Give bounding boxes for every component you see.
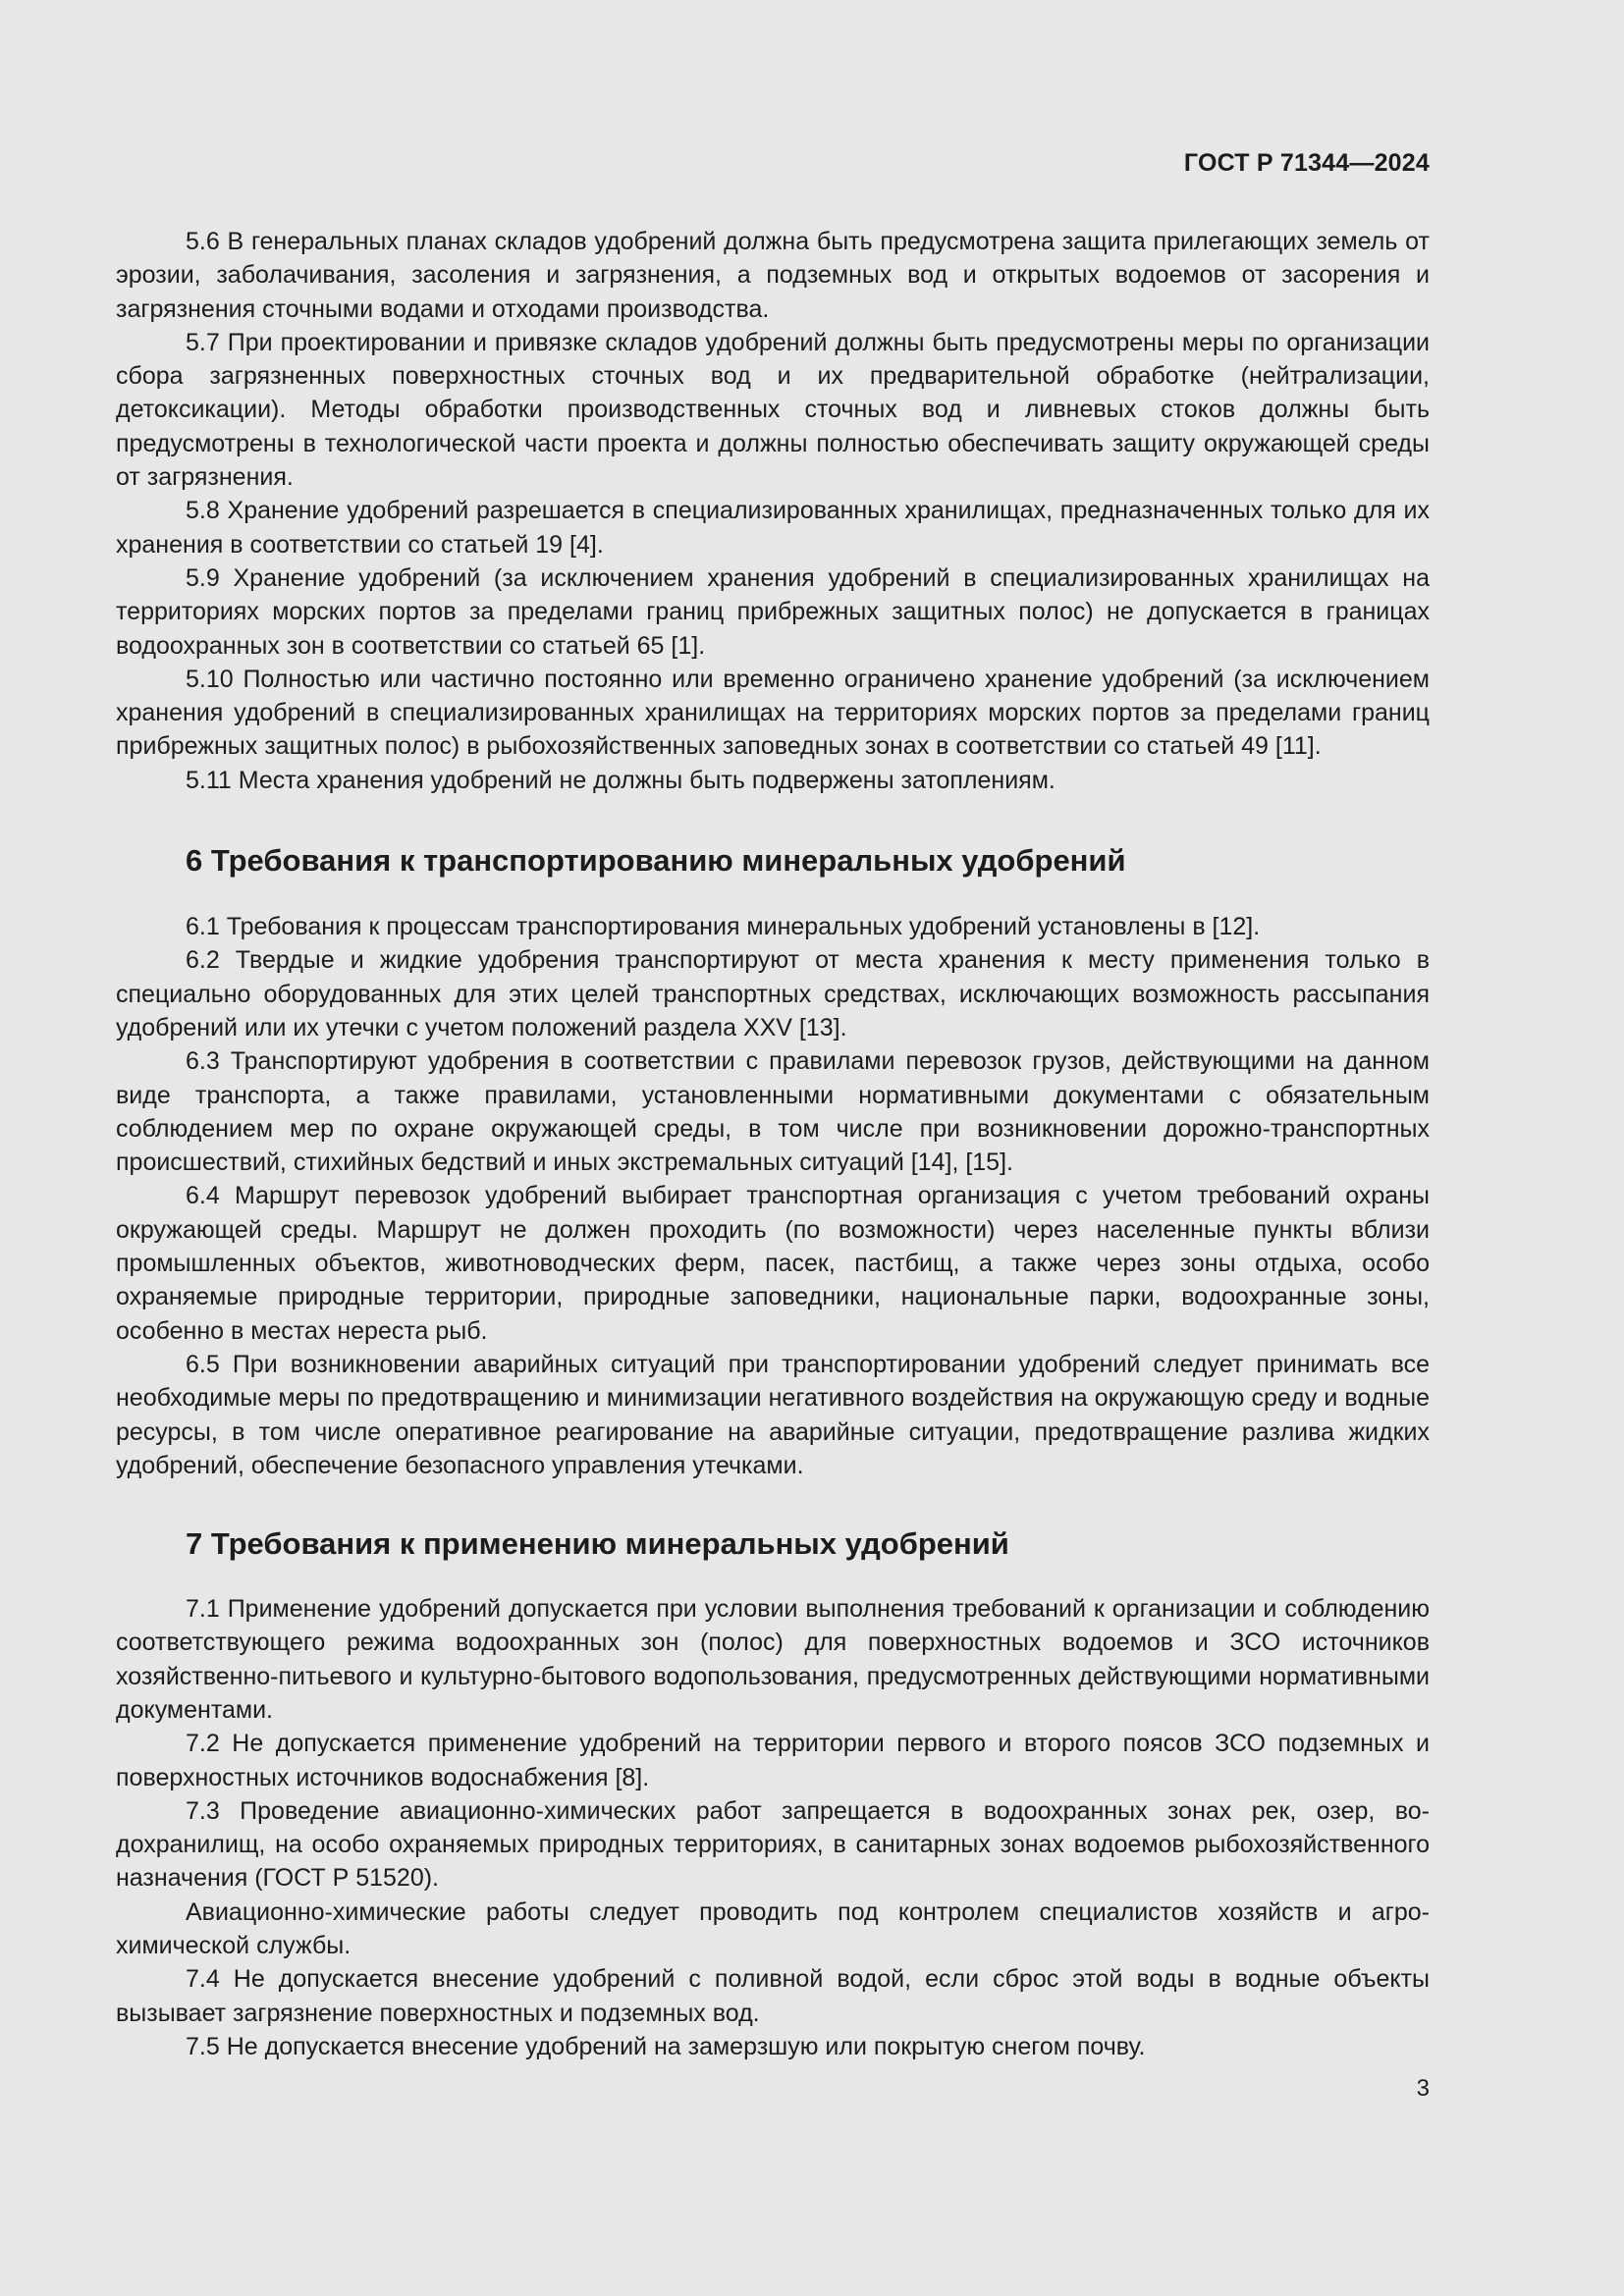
clause-7-3-continuation: Авиационно-химические работы следует проводить под контролем специалистов хозяйств и агрохимической службы. (116, 1897, 1430, 1960)
clause-7-1: 7.1 Применение удобрений допускается при условии выполнения требований к организации и соблюдению соответствующего режима водоохранных зон (полос) для поверхностных водоемов и ЗСО источников хозяйственно-питьевого и культурно-бытового водопользования, предусмотренных действующими нормативными документами. (116, 1595, 1430, 1724)
section-6-heading: 6 Требования к транспортированию минеральных удобрений (186, 843, 1126, 879)
clause-6-1: 6.1 Требования к процессам транспортирования минеральных удобрений установлены в [12]. (186, 913, 1261, 941)
clause-6-2: 6.2 Твердые и жидкие удобрения транспортируют от места хранения к месту применения только в специально оборудованных для этих целей транспортных средствах, исключающих возможность рассыпания удобрений или их утечки с учетом положений раздела XXV [13]. (116, 946, 1430, 1041)
document-body (116, 225, 1430, 2063)
clause-5-10: 5.10 Полностью или частично постоянно или временно ограничено хранение удобрений (за исключением хранения удобрений в специализированных хранилищах на территориях морских портов за пределами границ прибрежных защитных полос) в рыбохозяйственных заповедных зонах в соответствии со статьей 49 [11]. (116, 665, 1430, 761)
clause-5-9: 5.9 Хранение удобрений (за исключением хранения удобрений в специализированных хранилищах на территориях морских портов за пределами границ прибрежных защитных полос) не допускается в границах водоохранных зон в соответствии со статьей 65 [1]. (116, 563, 1430, 660)
clause-6-3: 6.3 Транспортируют удобрения в соответствии с правилами перевозок грузов, действующими на данном виде транспорта, а также правилами, установленными нормативными документами с обязательным соблюдением мер по охране окружающей среды, в том числе при возникновении дорожно-транспортных происшествий, стихийных бедствий и иных экстремальных ситуаций [14], [15]. (116, 1047, 1430, 1177)
clause-7-2: 7.2 Не допускается применение удобрений на территории первого и второго поясов ЗСО подземных и поверхностных источников водоснабжения [8]. (116, 1730, 1430, 1791)
clause-7-4: 7.4 Не допускается внесение удобрений с поливной водой, если сброс этой воды в водные объекты вызывает загрязнение поверхностных и подземных вод. (116, 1965, 1430, 2027)
section-7-heading: 7 Требования к применению минеральных удобрений (186, 1526, 1009, 1562)
clause-5-7: 5.7 При проектировании и привязке складов удобрений должны быть предусмотрены меры по организации сбора загрязненных поверхностных сточных вод и их предварительной обработке (нейтрализации, детоксикации). Методы обработки производственных сточных вод и ливневых стоков должны быть предусмотрены в технологической части проекта и должны полностью обеспечивать защиту окружающей среды от загрязнения. (116, 328, 1430, 492)
clause-6-5: 6.5 При возникновении аварийных ситуаций при транспортировании удобрений следует принимать все необходимые меры по предотвращению и минимизации негативного воздействия на окружающую среду и водные ресурсы, в том числе оперативное реагирование на аварийные ситуации, предотвращение разлива жидких удобрений, обеспечение безопасного управления утечками. (116, 1350, 1430, 1479)
page-number: 3 (1416, 2075, 1430, 2102)
clause-5-6: 5.6 В генеральных планах складов удобрений должна быть предусмотрена защита прилегающих земель от эрозии, заболачивания, засоления и загрязнения, а подземных вод и открытых водоемов от засорения и загрязнения сточными водами и отходами производства. (116, 228, 1430, 323)
clause-7-5: 7.5 Не допускается внесение удобрений на замерзшую или покрытую снегом почву. (186, 2032, 1146, 2060)
clause-7-3: 7.3 Проведение авиационно-химических работ запрещается в водоохранных зонах рек, озер, водохранилищ, на особо охраняемых природных территориях, в санитарных зонах водоемов рыбохозяйственного назначения (ГОСТ Р 51520). (116, 1796, 1430, 1893)
clause-6-4: 6.4 Маршрут перевозок удобрений выбирает транспортная организация с учетом требований охраны окружающей среды. Маршрут не должен проходить (по возможности) через населенные пункты вблизи промышленных объектов, животноводческих ферм, пасек, пастбищ, а также через зоны отдыха, особо охраняемые природные территории, природные заповедники, национальные парки, водоохранные зоны, особенно в местах нереста рыб. (116, 1182, 1430, 1345)
clause-5-8: 5.8 Хранение удобрений разрешается в специализированных хранилищах, предназначенных только для их хранения в соответствии со статьей 19 [4]. (116, 497, 1430, 559)
clause-5-11: 5.11 Места хранения удобрений не должны быть подвержены затоплениям. (186, 766, 1056, 794)
document-standard-id: ГОСТ Р 71344—2024 (1183, 149, 1430, 177)
